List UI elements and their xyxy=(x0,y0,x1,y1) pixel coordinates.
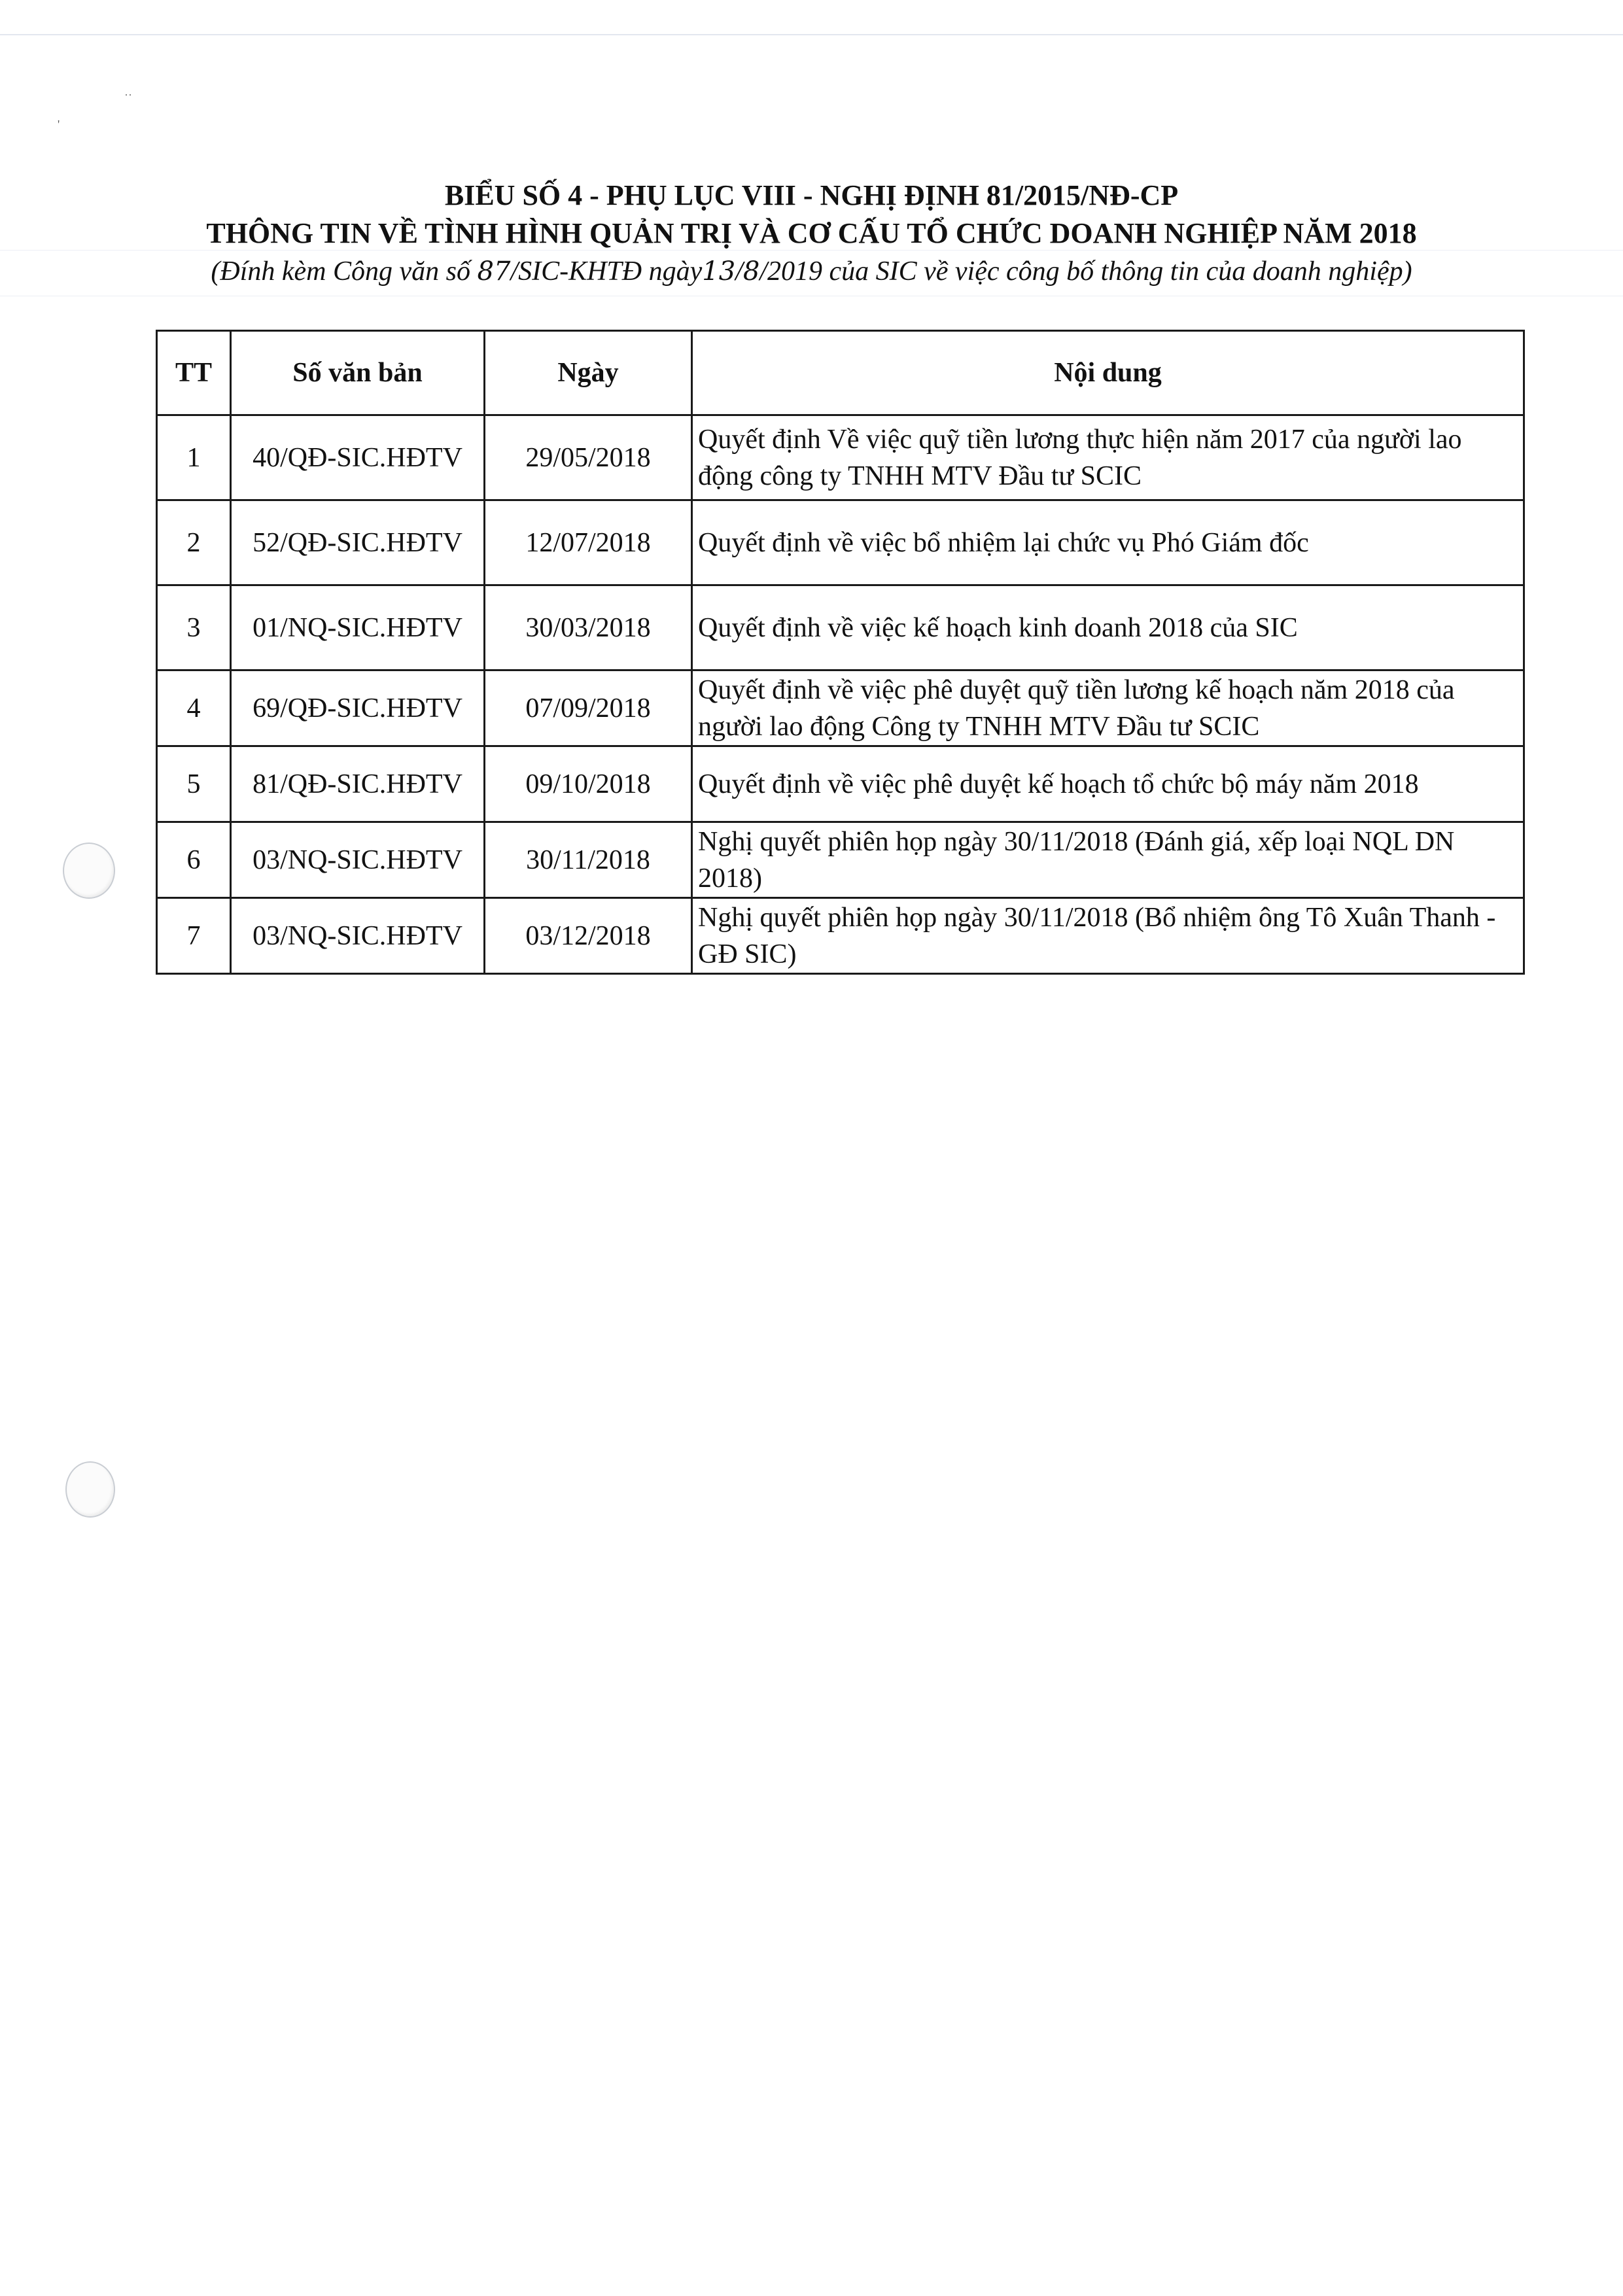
table-row xyxy=(157,585,1524,670)
reference-prefix: (Đính kèm Công văn số xyxy=(211,256,478,287)
cell-tt: 1 xyxy=(157,415,231,500)
column-header-date: Ngày xyxy=(485,331,692,415)
table-header-row xyxy=(157,331,1524,415)
punch-hole-bottom xyxy=(65,1461,115,1518)
cell-content: Quyết định về việc kế hoạch kinh doanh 2018 của SIC xyxy=(692,585,1524,670)
column-header-content: Nội dung xyxy=(692,331,1524,415)
document-reference-line xyxy=(0,252,1623,290)
reference-suffix: /2019 của SIC về việc công bố thông tin của doanh nghiệp) xyxy=(759,256,1412,287)
handwritten-number: 87 xyxy=(477,256,511,287)
table-row xyxy=(157,670,1524,746)
cell-content: Quyết định Về việc quỹ tiền lương thực hiện năm 2017 của người lao động công ty TNHH MTV Đầu tư SCIC xyxy=(692,415,1524,500)
cell-number: 69/QĐ-SIC.HĐTV xyxy=(231,670,485,746)
cell-date: 12/07/2018 xyxy=(485,500,692,585)
reference-slash: / xyxy=(735,256,743,287)
punch-hole-top xyxy=(63,843,115,899)
handwritten-day: 13 xyxy=(702,256,736,287)
cell-tt: 5 xyxy=(157,746,231,822)
documents-table xyxy=(156,330,1525,975)
column-header-number: Số văn bản xyxy=(231,331,485,415)
handwritten-month: 8 xyxy=(742,256,760,287)
reference-mid: /SIC-KHTĐ ngày xyxy=(510,256,703,287)
table-row xyxy=(157,500,1524,585)
cell-date: 29/05/2018 xyxy=(485,415,692,500)
document-subtitle-heading: THÔNG TIN VỀ TÌNH HÌNH QUẢN TRỊ VÀ CƠ CẤU TỔ CHỨC DOANH NGHIỆP NĂM 2018 xyxy=(206,217,1417,249)
cell-date: 30/03/2018 xyxy=(485,585,692,670)
cell-number: 81/QĐ-SIC.HĐTV xyxy=(231,746,485,822)
cell-tt: 4 xyxy=(157,670,231,746)
cell-content: Quyết định về việc phê duyệt quỹ tiền lương kế hoạch năm 2018 của người lao động Công ty TNHH MTV Đầu tư SCIC xyxy=(692,670,1524,746)
table-row xyxy=(157,898,1524,974)
cell-tt: 3 xyxy=(157,585,231,670)
table-row xyxy=(157,746,1524,822)
cell-number: 03/NQ-SIC.HĐTV xyxy=(231,822,485,898)
cell-content: Nghị quyết phiên họp ngày 30/11/2018 (Đánh giá, xếp loại NQL DN 2018) xyxy=(692,822,1524,898)
cell-content: Nghị quyết phiên họp ngày 30/11/2018 (Bổ nhiệm ông Tô Xuân Thanh - GĐ SIC) xyxy=(692,898,1524,974)
cell-number: 52/QĐ-SIC.HĐTV xyxy=(231,500,485,585)
table-row xyxy=(157,415,1524,500)
cell-number: 01/NQ-SIC.HĐTV xyxy=(231,585,485,670)
cell-tt: 7 xyxy=(157,898,231,974)
cell-number: 40/QĐ-SIC.HĐTV xyxy=(231,415,485,500)
cell-content: Quyết định về việc bổ nhiệm lại chức vụ Phó Giám đốc xyxy=(692,500,1524,585)
scan-speck: ' xyxy=(58,118,60,131)
cell-tt: 6 xyxy=(157,822,231,898)
cell-number: 03/NQ-SIC.HĐTV xyxy=(231,898,485,974)
cell-tt: 2 xyxy=(157,500,231,585)
column-header-tt: TT xyxy=(157,331,231,415)
cell-date: 03/12/2018 xyxy=(485,898,692,974)
table-row xyxy=(157,822,1524,898)
cell-date: 30/11/2018 xyxy=(485,822,692,898)
scan-speck: ˙˙ xyxy=(124,92,132,105)
document-title: BIỂU SỐ 4 - PHỤ LỤC VIII - NGHỊ ĐỊNH 81/2015/NĐ-CP xyxy=(444,179,1179,211)
cell-date: 09/10/2018 xyxy=(485,746,692,822)
cell-date: 07/09/2018 xyxy=(485,670,692,746)
scan-artifact-top xyxy=(0,34,1623,35)
document-header xyxy=(0,177,1623,290)
cell-content: Quyết định về việc phê duyệt kế hoạch tổ chức bộ máy năm 2018 xyxy=(692,746,1524,822)
